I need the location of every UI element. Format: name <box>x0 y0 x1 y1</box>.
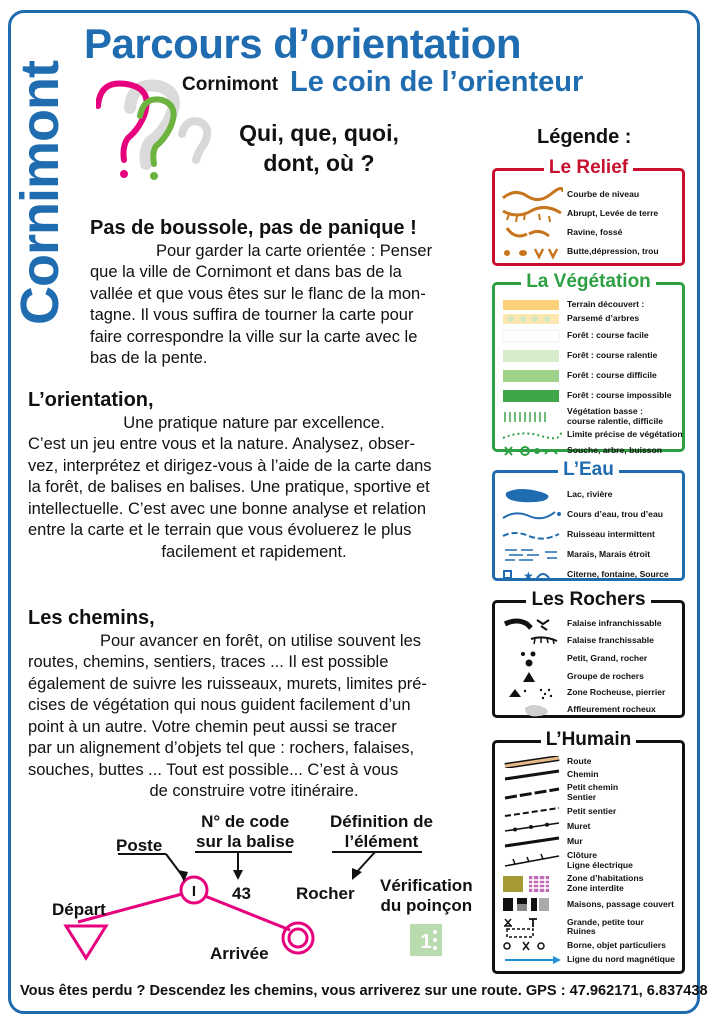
legend-row: Petit, Grand, rocher <box>501 649 678 669</box>
magnetic-north-icon <box>501 954 563 966</box>
lake-icon <box>501 486 563 504</box>
road-icon <box>501 756 563 768</box>
legend-row: Lac, rivière <box>501 485 678 505</box>
legend-row: Forêt : course facile <box>501 326 678 346</box>
legend-row: Route <box>501 755 678 768</box>
svg-text:I: I <box>191 883 197 900</box>
stream-icon <box>501 506 563 524</box>
ditch-icon <box>501 224 563 242</box>
cairn-object-icon <box>501 940 563 952</box>
building-icon <box>501 896 563 914</box>
legend-row: Ravine, fossé <box>501 223 678 242</box>
legend-row: Zone Rocheuse, pierrier <box>501 684 678 701</box>
legend-row: Terrain découvert : <box>501 298 678 312</box>
chemins-section: Les chemins, Pour avancer en forêt, on utilise souvent les routes, chemins, sentiers, traces ... Il est possible également de suivre les ruisseaux, murets, limites pré- cises de végétation qui nous guident facilement d’un point à un autre. Votre chemin peut aussi se tracer par un alignement d’objets tel que : rochers, falaises, souches, buttes ... Tout est possible... C’est à vous de construire votre itinéraire. <box>28 608 480 803</box>
track-icon <box>501 769 563 781</box>
legend-row: Abrupt, Levée de terre <box>501 204 678 223</box>
legend-row: Groupe de rochers <box>501 669 678 684</box>
intro-section: Pas de boussole, pas de panique ! Pour garder la carte orientée : Penser que la ville de Cornimont et dans bas de la vallée et que vous êtes sur le flanc de la mon- tagne. Il vous suffira de tourner la carte pour faire correspondre la ville sur la carte avec le bas de la pente. <box>90 218 470 370</box>
legend-vegetation-title: La Végétation <box>521 271 656 292</box>
impassable-cliff-icon <box>501 616 563 632</box>
rocher-label: Rocher <box>296 884 355 903</box>
tower-ruin-icon <box>501 916 563 938</box>
legend-row: Végétation basse : course ralentie, difficile <box>501 406 678 427</box>
subtitle: Le coin de l’orienteur <box>290 66 584 98</box>
legend-row: Forêt : course ralentie <box>501 346 678 366</box>
question-text: Qui, que, quoi, dont, où ? <box>239 120 399 176</box>
svg-text:★: ★ <box>523 569 534 583</box>
legend-eau <box>492 459 685 583</box>
legend-row: Borne, objet particuliers <box>501 939 678 952</box>
legend-row: Falaise franchissable <box>501 632 678 649</box>
legend-row: Zone d’habitations Zone interdite <box>501 872 678 895</box>
cliff-bank-icon <box>501 205 563 223</box>
contour-lines-icon <box>501 186 563 204</box>
legend-row: Chemin <box>501 768 678 781</box>
legend-row: Petit chemin Sentier <box>501 781 678 804</box>
question-marks-illustration <box>96 78 216 188</box>
legend-row: Forêt : course difficile <box>501 366 678 386</box>
legend-row: Courbe de niveau <box>501 185 678 204</box>
bare-rock-icon <box>501 702 563 718</box>
footer-note: Vous êtes perdu ? Descendez les chemins, vous arriverez sur une route. GPS : 47.962171, 6.837438 <box>20 983 708 999</box>
forest-impassable-icon <box>501 389 563 403</box>
page-title: Parcours d’orientation <box>84 20 522 67</box>
low-vegetation-icon <box>501 410 563 424</box>
scattered-trees-icon <box>501 313 563 325</box>
legend-relief-title: Le Relief <box>544 157 633 178</box>
legend-row: Ruisseau intermittent <box>501 525 678 545</box>
marsh-icon <box>501 546 563 564</box>
orientation-section: L’orientation, Une pratique nature par excellence. C’est un jeu entre vous et la nature. Analysez, obser- vez, interprétez et dirigez-vous à l’aide de la carte dans la forêt, de balises en balises. Une pratique, sportive et intellectuelle. C’est avec une bonne analyse et relation entre la carte et le terrain que vous évoluerez le plus facilement et rapidement. <box>28 390 480 563</box>
legend-row: Limite précise de végétation <box>501 427 678 443</box>
legend-humain-title: L’Humain <box>541 729 637 750</box>
code-number: 43 <box>232 884 251 903</box>
legend-rochers-title: Les Rochers <box>526 589 650 610</box>
poste-label: Poste <box>116 836 163 855</box>
course-diagram <box>30 810 480 980</box>
legend-row: Grande, petite tour Ruines <box>501 915 678 939</box>
legend-row: Butte,dépression, trou <box>501 242 678 261</box>
fence-icon <box>501 852 563 870</box>
legend-row: Cours d’eau, trou d’eau <box>501 505 678 525</box>
legend-row: Mur <box>501 834 678 849</box>
legend-row: Falaise infranchissable <box>501 615 678 632</box>
legend-title: Légende : <box>537 126 632 148</box>
code-label: N° de code sur la balise <box>196 812 295 851</box>
settlement-icon <box>501 874 563 894</box>
legend-row: Affleurement rocheux <box>501 701 678 718</box>
forest-difficult-icon <box>501 369 563 383</box>
orientation-heading: L’orientation, <box>28 389 154 411</box>
intermittent-stream-icon <box>501 526 563 544</box>
legend-rochers <box>492 589 685 718</box>
legend-row: Petit sentier <box>501 804 678 819</box>
stony-ground-icon <box>501 685 563 701</box>
legend-row: Parsemé d’arbres <box>501 312 678 326</box>
well-spring-icon <box>501 566 563 584</box>
path-icon <box>501 806 563 818</box>
open-land-icon <box>501 299 563 311</box>
legend-row: Souche, arbre, buisson <box>501 443 678 459</box>
legend-row: Maisons, passage couvert <box>501 895 678 915</box>
legend-eau-title: L’Eau <box>558 459 619 480</box>
boulder-group-icon <box>501 670 563 684</box>
arrivee-label: Arrivée <box>210 944 269 963</box>
wall-icon <box>501 836 563 848</box>
vegetation-boundary-icon <box>501 428 563 442</box>
legend-row: Muret <box>501 819 678 834</box>
knoll-depression-icon <box>501 243 563 261</box>
low-wall-icon <box>501 821 563 833</box>
side-title: Cornimont <box>10 60 71 325</box>
legend-vegetation <box>492 271 685 456</box>
legend-row: Forêt : course impossible <box>501 386 678 406</box>
verification-label: Vérification du poinçon <box>380 876 473 915</box>
legend-row: ★ Citerne, fontaine, Source <box>501 565 678 585</box>
intro-heading: Pas de boussole, pas de panique ! <box>90 217 417 239</box>
legend-row: Clôture Ligne électrique <box>501 849 678 872</box>
chemins-heading: Les chemins, <box>28 607 155 629</box>
stump-tree-bush-icon <box>501 444 563 458</box>
passable-cliff-icon <box>501 633 563 649</box>
forest-slow-icon <box>501 349 563 363</box>
subtitle-place: Cornimont <box>182 74 279 95</box>
legend-humain <box>492 729 685 974</box>
legend-relief <box>492 157 685 266</box>
legend-row: Ligne du nord magnétique <box>501 952 678 967</box>
boulders-icon <box>501 650 563 668</box>
svg-text:1: 1 <box>420 931 432 953</box>
legend-row: Marais, Marais étroit <box>501 545 678 565</box>
definition-label: Définition de l’élément <box>330 812 433 851</box>
depart-label: Départ <box>52 900 106 919</box>
forest-easy-icon <box>501 329 563 343</box>
small-track-icon <box>501 785 563 801</box>
